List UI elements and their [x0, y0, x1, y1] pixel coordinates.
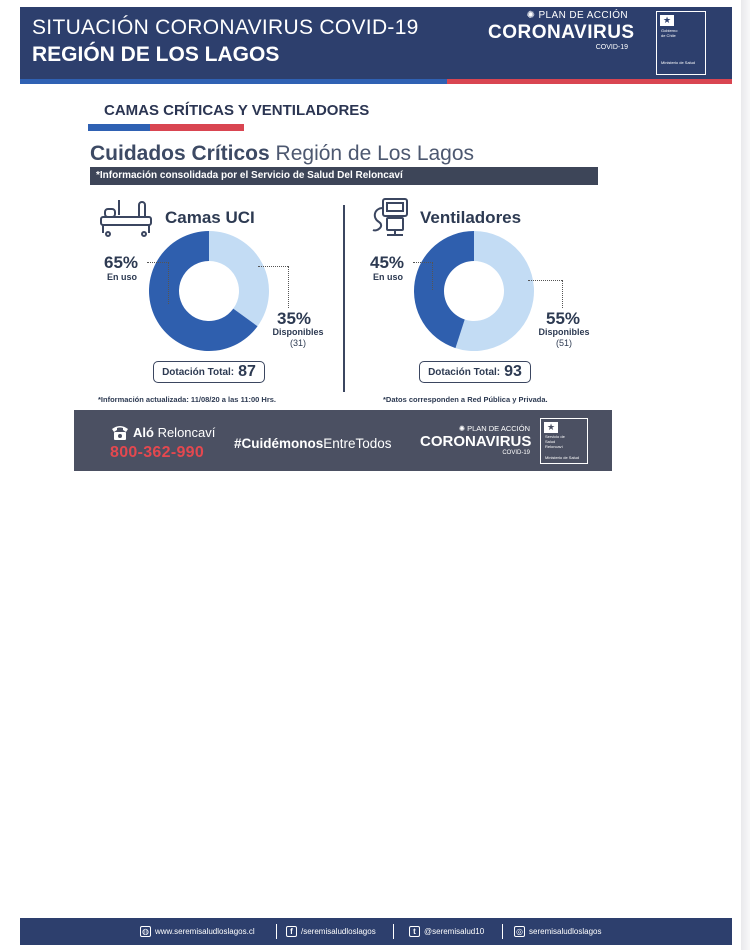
footer-web[interactable] [140, 926, 255, 937]
page-edge-shadow [741, 0, 750, 950]
gobierno-logo [656, 11, 706, 75]
banner-logo-tiny: COVID-19 [502, 450, 530, 456]
banner-star-icon: ★ [544, 422, 558, 433]
logo-big-text: CORONAVIRUS [488, 22, 635, 43]
vent-total-label: Dotación Total: [428, 366, 501, 378]
panel-divider [343, 205, 345, 392]
phone-number[interactable]: 800-362-990 [110, 444, 205, 461]
hashtag [234, 436, 392, 451]
logo-small-text: PLAN DE ACCIÓN [538, 10, 628, 21]
facebook-icon: f [286, 926, 297, 937]
vent-total-value: 93 [504, 363, 522, 380]
camas-total-box [153, 361, 265, 383]
vent-free-pct: 55% [546, 309, 581, 328]
footer-web-text: www.seremisaludloslagos.cl [155, 927, 255, 936]
info-bar: *Información consolidada por el Servicio de Salud Del Reloncaví [90, 167, 598, 185]
camas-uci-title: Camas UCI [165, 208, 255, 227]
banner-gov-line2: Salud [545, 439, 556, 444]
banner-gov-line1: Servicio de [545, 434, 565, 439]
camas-total-label: Dotación Total: [162, 366, 235, 378]
camas-used-label: En uso [107, 272, 138, 282]
twitter-icon: t [409, 926, 420, 937]
section-title: CAMAS CRÍTICAS Y VENTILADORES [104, 102, 370, 119]
banner-gov-ministry: Ministerio de Salud [545, 455, 580, 460]
phone-label-bold: Aló [133, 425, 154, 440]
footnote-updated: *Información actualizada: 11/08/20 a las 11:00 Hrs. [98, 395, 277, 404]
banner-logo-big: CORONAVIRUS [420, 433, 532, 450]
camas-total-value: 87 [238, 363, 256, 380]
gov-logo-ministry: Ministerio de Salud [661, 60, 696, 65]
banner-logo-small: PLAN DE ACCIÓN [467, 424, 530, 433]
hospital-bed-icon [99, 197, 153, 237]
footer [20, 918, 732, 945]
vent-total-box [419, 361, 531, 383]
banner-sun-icon: ✺ [458, 424, 468, 433]
ventiladores-title: Ventiladores [420, 208, 522, 227]
donut-slice-disponibles [209, 231, 269, 326]
footnote-source: *Datos corresponden a Red Pública y Privada. [383, 395, 548, 404]
camas-free-count: (31) [289, 338, 306, 348]
camas-uci-donut [147, 229, 271, 353]
servicio-salud-logo [540, 418, 588, 464]
camas-free-label: Disponibles [272, 327, 324, 337]
vent-used-pct: 45% [370, 253, 405, 272]
phone-icon [110, 423, 130, 441]
vent-free-label: Disponibles [538, 327, 590, 337]
logo-tiny-text: COVID-19 [595, 44, 628, 51]
footer-twitter-text: @seremisalud10 [424, 927, 485, 936]
header-stripe [20, 79, 732, 84]
infographic-title-rest: Región de Los Lagos [275, 142, 475, 165]
section-stripe [88, 124, 244, 131]
vent-used-label: En uso [373, 272, 404, 282]
footer-instagram[interactable] [514, 926, 601, 937]
phone-label-rest: Reloncaví [153, 425, 216, 440]
infographic-title [90, 142, 474, 166]
footer-facebook[interactable] [286, 926, 376, 937]
footer-twitter[interactable] [409, 926, 484, 937]
ventiladores-donut [412, 229, 536, 353]
footer-facebook-text: /seremisaludloslagos [301, 927, 376, 936]
globe-icon: ◍ [140, 926, 151, 937]
ventilator-icon [369, 196, 411, 238]
hashtag-rest: EntreTodos [323, 436, 392, 451]
gov-logo-line1: Gobierno [661, 28, 678, 33]
hashtag-bold: #Cuidémonos [234, 436, 324, 451]
plan-accion-logo [488, 10, 635, 62]
banner-plan-logo [420, 424, 530, 456]
sun-icon: ✺ [526, 10, 539, 21]
instagram-icon: ◎ [514, 926, 525, 937]
gov-logo-line2: de Chile [661, 33, 676, 38]
footer-instagram-text: seremisaludloslagos [529, 927, 602, 936]
star-icon: ★ [660, 15, 674, 26]
header-title-line1: SITUACIÓN CORONAVIRUS COVID-19 [32, 16, 419, 39]
banner-gov-line3: Reloncaví [545, 444, 563, 449]
camas-free-pct: 35% [277, 309, 312, 328]
phone-label [133, 425, 215, 440]
vent-free-count: (51) [555, 338, 572, 348]
infographic-title-bold: Cuidados Críticos [90, 142, 270, 165]
camas-used-pct: 65% [104, 253, 139, 272]
header-title-line2: REGIÓN DE LOS LAGOS [32, 43, 280, 66]
